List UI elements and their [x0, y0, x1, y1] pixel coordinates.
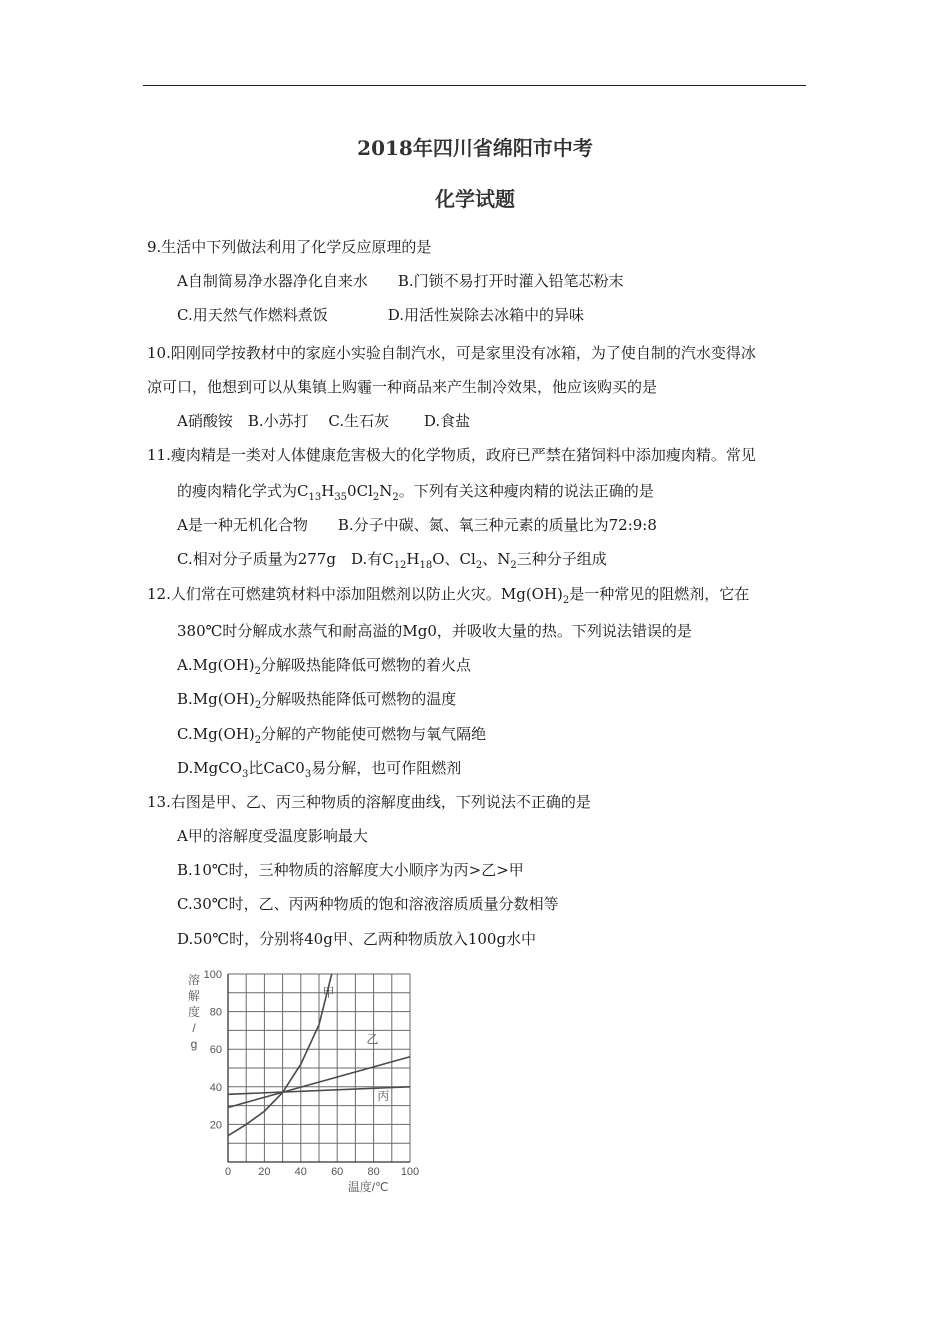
- y-axis-label: 溶解度/ g: [187, 973, 201, 1051]
- y-tick-label: 20: [209, 1119, 222, 1132]
- x-tick-label: 80: [367, 1166, 380, 1178]
- q9-stem: 9.生活中下列做法利用了化学反应原理的是: [147, 238, 432, 256]
- y-tick-label: 40: [209, 1081, 222, 1094]
- q9-options-ab: A自制简易净水器净化自来水 B.门锁不易打开时灌入铅笔芯粉末: [177, 272, 624, 290]
- x-tick-label: 40: [294, 1166, 307, 1178]
- q12-option-c: $C.Mg(OH)_2$分解的产物能使可燃物与氧气隔绝: [177, 725, 487, 746]
- chart-labels: [188, 969, 419, 1194]
- q12-stem-line2: 380℃时分解成水蒸气和耐高溢的Mg0，并吸收大量的热。下列说法错误的是: [177, 622, 692, 640]
- q12-option-b: $B.Mg(OH)_2$分解吸热能降低可燃物的温度: [177, 690, 457, 711]
- q10-stem-line1: 10.阳刚同学按教材中的家庭小实验自制汽水，可是家里没有冰箱，为了使自制的汽水变得冰: [147, 344, 756, 362]
- q13-option-b: B.10℃时，三种物质的溶解度大小顺序为丙>乙>甲: [177, 861, 524, 879]
- q11-options-ab: A是一种无机化合物 B.分子中碳、氮、氧三种元素的质量比为72:9:8: [177, 516, 657, 534]
- q13-stem: 13.右图是甲、乙、丙三种物质的溶解度曲线，下列说法不正确的是: [147, 793, 591, 811]
- chart-grid: [228, 974, 410, 1162]
- header-rule: [143, 85, 806, 86]
- exam-subtitle: 化学试题: [435, 187, 515, 211]
- x-tick-label: 20: [258, 1166, 271, 1178]
- x-tick-label: 60: [331, 1166, 344, 1178]
- q12-option-a: $A.Mg(OH)_2$分解吸热能降低可燃物的着火点: [177, 656, 472, 677]
- q9-options-cd: C.用天然气作燃料煮饭 D.用活性炭除去冰箱中的异味: [177, 306, 584, 324]
- x-tick-label: 100: [400, 1166, 420, 1178]
- y-tick-label: 80: [209, 1006, 222, 1019]
- q12-stem-line1: 12.人们常在可燃建筑材料中添加阻燃剂以防止火灾。$Mg(OH)_2$是一种常见的阻燃剂，它在: [147, 585, 750, 606]
- solubility-chart: [180, 962, 430, 1197]
- series-label: 乙: [366, 1032, 379, 1047]
- q10-stem-line2: 凉可口，他想到可以从集镇上购霾一种商品来产生制冷效果，他应该购买的是: [147, 378, 658, 396]
- exam-title: 2018年四川省绵阳市中考: [357, 136, 593, 160]
- x-axis-label: 温度/℃: [347, 1180, 389, 1194]
- q13-option-c: C.30℃时，乙、丙两种物质的饱和溶液溶质质量分数相等: [177, 895, 559, 913]
- y-tick-label: 60: [209, 1044, 222, 1057]
- x-tick-label: 0: [224, 1166, 232, 1178]
- q13-option-d: D.50℃时，分别将40g甲、乙两种物质放入100g水中: [177, 930, 537, 948]
- series-label: 甲: [322, 985, 335, 1000]
- q11-stem-line2: 的瘦肉精化学式为$C_{13}H_{35}0Cl_2N_2$。下列有关这种瘦肉精的说法正确的是: [177, 482, 654, 503]
- q11-stem-line1: 11.瘦肉精是一类对人体健康危害极大的化学物质，政府已严禁在猪饲料中添加瘦肉精。常见: [147, 446, 756, 464]
- q13-option-a: A甲的溶解度受温度影响最大: [177, 827, 368, 845]
- y-tick-label: 100: [203, 969, 222, 981]
- q10-options: A硝酸铵 B.小苏打 C.生石灰 D.食盐: [177, 412, 471, 430]
- q12-option-d: D.MgCO$_3$比$CaC0_3$易分解，也可作阻燃剂: [177, 759, 462, 780]
- series-label: 丙: [377, 1088, 390, 1103]
- q11-options-cd: C.相对分子质量为277g D.有$C_{12}H_{18}O$、$Cl_2$、$N_2$三种分子组成: [177, 550, 607, 571]
- series-line-甲: [228, 974, 332, 1136]
